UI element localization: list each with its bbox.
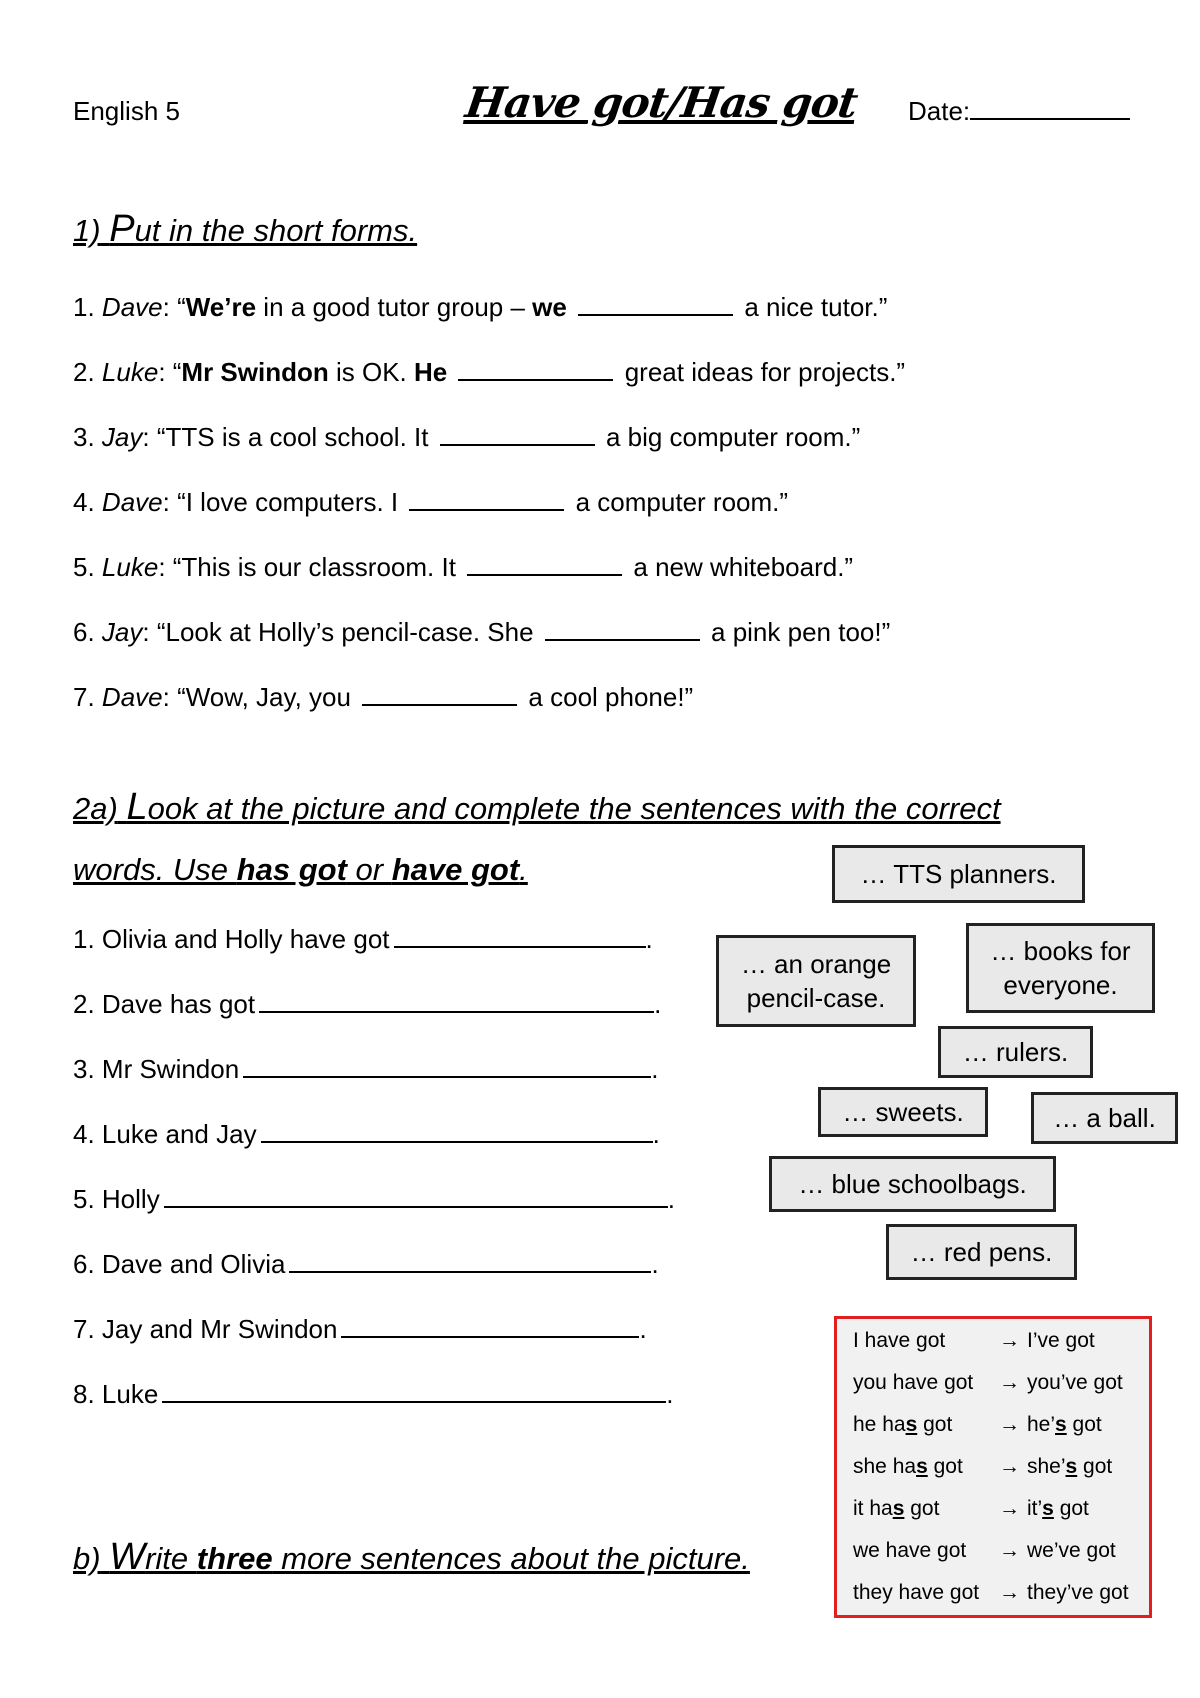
- arrow-right-icon: →: [999, 1497, 1020, 1520]
- s2a-item-1: 1. Olivia and Holly have got .: [73, 924, 653, 954]
- word-box-orange-pencil-case: … an orange pencil-case.: [716, 935, 916, 1027]
- s1-item-4: 4. Dave: “I love computers. I a computer room.”: [73, 487, 789, 517]
- arrow-right-icon: →: [999, 1455, 1020, 1478]
- answer-blank[interactable]: [545, 617, 700, 641]
- reference-row: it has got → it’s got: [853, 1497, 1089, 1520]
- s1-item-2: 2. Luke: “Mr Swindon is OK. He great ideas for projects.”: [73, 357, 906, 387]
- arrow-right-icon: →: [999, 1329, 1020, 1352]
- reference-row: she has got → she’s got: [853, 1455, 1113, 1478]
- s2a-item-6: 6. Dave and Olivia .: [73, 1249, 659, 1279]
- course-label: English 5: [73, 96, 180, 126]
- answer-blank[interactable]: [259, 989, 654, 1013]
- date-blank[interactable]: [970, 96, 1130, 120]
- s1-item-3: 3. Jay: “TTS is a cool school. It a big computer room.”: [73, 422, 861, 452]
- word-box-rulers: … rulers.: [938, 1026, 1093, 1078]
- arrow-right-icon: →: [999, 1539, 1020, 1562]
- reference-row: he has got → he’s got: [853, 1413, 1102, 1436]
- answer-blank[interactable]: [362, 682, 517, 706]
- reference-row: you have got → you’ve got: [853, 1371, 1123, 1394]
- answer-blank[interactable]: [409, 487, 564, 511]
- short-forms-reference-box: [834, 1316, 1152, 1618]
- reference-row: I have got → I’ve got: [853, 1329, 1095, 1352]
- section1-rest: ut in the short forms.: [134, 213, 418, 248]
- section1-number: 1): [73, 213, 101, 248]
- s1-item-7: 7. Dave: “Wow, Jay, you a cool phone!”: [73, 682, 694, 712]
- s2a-item-4: 4. Luke and Jay .: [73, 1119, 660, 1149]
- reference-row: we have got → we’ve got: [853, 1539, 1116, 1562]
- answer-blank[interactable]: [164, 1184, 668, 1208]
- word-box-a-ball: … a ball.: [1031, 1092, 1178, 1144]
- s1-item-1: 1. Dave: “We’re in a good tutor group – we a nice tutor.”: [73, 292, 888, 322]
- s2a-item-5: 5. Holly .: [73, 1184, 675, 1214]
- date-label: Date:: [908, 96, 971, 126]
- s1-item-6: 6. Jay: “Look at Holly’s pencil-case. She a pink pen too!”: [73, 617, 891, 647]
- answer-blank[interactable]: [162, 1379, 666, 1403]
- answer-blank[interactable]: [341, 1314, 639, 1338]
- answer-blank[interactable]: [458, 357, 613, 381]
- date-field: [908, 96, 1130, 127]
- answer-blank[interactable]: [467, 552, 622, 576]
- s2a-item-8: 8. Luke .: [73, 1379, 674, 1409]
- arrow-right-icon: →: [999, 1413, 1020, 1436]
- answer-blank[interactable]: [394, 924, 646, 948]
- answer-blank[interactable]: [243, 1054, 651, 1078]
- section2a-heading-line1: 2a) Look at the picture and complete the sentences with the correct: [73, 786, 1001, 828]
- section2a-heading-line2: words. Use has got or have got.: [73, 852, 528, 887]
- answer-blank[interactable]: [440, 422, 595, 446]
- section1-cap: P: [109, 208, 135, 250]
- arrow-right-icon: →: [999, 1581, 1020, 1604]
- reference-row: they have got → they’ve got: [853, 1581, 1129, 1604]
- word-box-sweets: … sweets.: [818, 1087, 988, 1137]
- s2a-item-2: 2. Dave has got .: [73, 989, 662, 1019]
- section2a-number: 2a): [73, 791, 118, 826]
- word-box-blue-schoolbags: … blue schoolbags.: [769, 1156, 1056, 1212]
- answer-blank[interactable]: [289, 1249, 651, 1273]
- answer-blank[interactable]: [261, 1119, 653, 1143]
- s1-item-5: 5. Luke: “This is our classroom. It a new whiteboard.”: [73, 552, 854, 582]
- s2a-item-7: 7. Jay and Mr Swindon .: [73, 1314, 647, 1344]
- word-box-tts-planners: … TTS planners.: [832, 845, 1085, 903]
- s2a-item-3: 3. Mr Swindon .: [73, 1054, 659, 1084]
- answer-blank[interactable]: [578, 292, 733, 316]
- section2b-heading: b) Write three more sentences about the picture.: [73, 1536, 750, 1578]
- word-box-books-for-everyone: … books for everyone.: [966, 923, 1155, 1013]
- worksheet-title: Have got/Has got: [462, 78, 861, 127]
- arrow-right-icon: →: [999, 1371, 1020, 1394]
- section1-heading: [73, 208, 417, 251]
- word-box-red-pens: … red pens.: [886, 1224, 1077, 1280]
